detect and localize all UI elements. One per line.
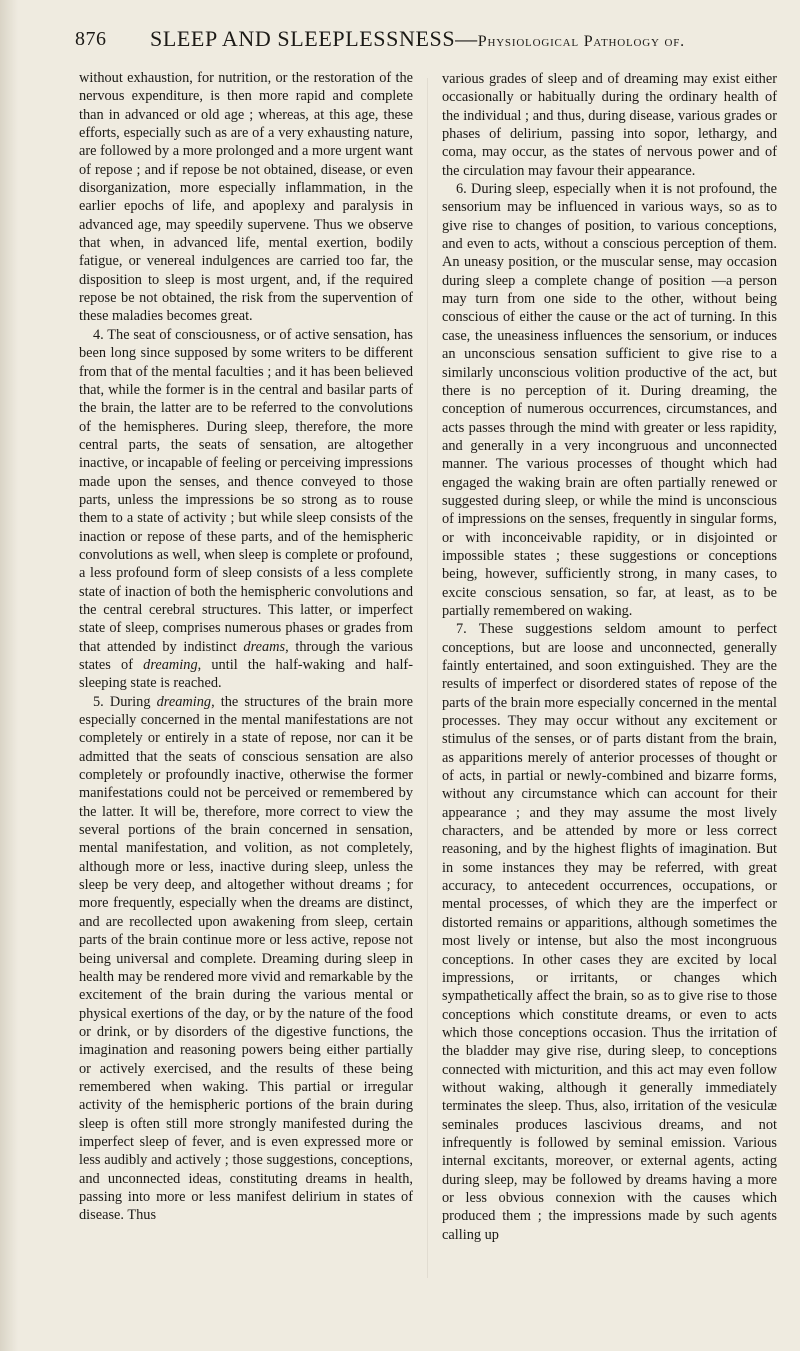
left-column-paragraph: without exhaustion, for nutrition, or the restoration of the nervous expenditure, is then more rapid and complete than in advanced or old age ; whereas, at this age, these efforts, especially such as are of a very exhausting nature, are followed by a more prolonged and a more urgent want of repose ; and if repose be not obtained, disease, or even disorganization, more especially inflammation, in the earlier epochs of life, and apoplexy and paralysis in advanced age, may speedily supervene. Thus we observe that when, in advanced life, mental exertion, bodily fatigue, or venereal indulgences are carried too far, the disposition to sleep is most urgent, and, if the required repose be not obtained, the risk from the supervention of these maladies becomes great. <box>79 70 413 325</box>
running-title-main: SLEEP AND SLEEPLESSNESS— <box>150 26 478 51</box>
running-header <box>75 6 795 50</box>
left-column-paragraph: 4. The seat of consciousness, or of active sensation, has been long since supposed by some writers to be different from that of the mental faculties ; and it has been believed that, while the former is in the central and basilar parts of the brain, the latter are to be referred to the convolutions of the hemispheres. During sleep, therefore, the more central parts, the seats of sensation, are altogether inactive, or incapable of feeling or perceiving impressions made upon the senses, and thence conveyed to those parts, unless the impressions be so strong as to rouse them to a state of activity ; but while sleep consists of the inaction or repose of these parts, and of the hemispheric convolutions as well, when sleep is complete or profound, a less profound form of sleep consists of a less complete state of inaction of both the hemispheric convolutions and the central cerebral structures. This latter, or imperfect state of sleep, comprises numerous phases or grades from that attended by indistinct dreams, through the various states of dreaming, until the half-waking and half-sleeping state is reached. <box>79 326 413 692</box>
left-column <box>79 69 413 1225</box>
left-column-paragraph: 5. During dreaming, the structures of the brain more especially concerned in the mental manifestations are not completely or entirely in a state of repose, nor can it be admitted that the seats of conscious sensation are also completely or profoundly inactive, otherwise the former manifestations could not be perceived or remembered by the latter. It will be, therefore, more correct to view the several portions of the brain concerned in sensation, mental manifestation, and volition, as not completely, although more or less, inactive during sleep, unless the sleep be very deep, and altogether without dreams ; for more frequently, especially when the dreams are distinct, and are recollected upon awakening from sleep, certain parts of the brain continue more or less active, repose not being universal and complete. Dreaming during sleep in health may be rendered more vivid and remarkable by the excitement of the brain during the various mental or physical exertions of the day, or by the nature of the food or drink, or by disorders of the digestive functions, the imagination and reasoning powers being either partially or actively exercised, and the results of these being remembered when waking. This partial or irregular activity of the hemispheric portions of the brain during sleep is often still more strongly manifested during the imperfect sleep of fever, and is even expressed more or less audibly and actively ; those suggestions, conceptions, and unconnected ideas, constituting dreams in health, passing into more or less manifest delirium in states of disease. Thus <box>79 693 413 1224</box>
page-binding-shadow <box>0 0 18 1351</box>
right-column <box>442 70 777 1244</box>
right-column-paragraph: 6. During sleep, especially when it is not profound, the sensorium may be influenced in various ways, so as to give rise to changes of position, to various conceptions, and even to acts, without a conscious perception of them. An uneasy position, or the muscular sense, may occasion during sleep a complete change of position —a person may turn from one side to the other, without being conscious of either the cause or the act of turning. In this case, the uneasiness influences the sensorium, or induces an unconscious sensation sufficient to give rise to a similarly unconscious volition productive of the act, but there is no perception of it. During dreaming, the conception of numerous occurrences, circumstances, and acts passes through the mind with greater or less rapidity, and generally in a very incongruous and unconnected manner. The various processes of thought which had engaged the waking brain are often partially renewed or suggested during sleep, or while the mind is unconscious of impressions on the senses, frequently in singular forms, or with inconceivable rapidity, or in disjointed or impossible states ; these suggestions or conceptions being, however, sufficiently strong, in many cases, to excite conscious sensation, so far, at least, as to be partially remembered on waking. <box>442 181 777 619</box>
column-gutter <box>427 78 428 1278</box>
right-column-paragraph: 7. These suggestions seldom amount to perfect conceptions, but are loose and unconnected, generally faintly entertained, and soon extinguished. They are the results of imperfect or disordered states of repose of the parts of the brain more especially concerned in the mental processes. They may occur without any excitement or stimulus of the senses, or of parts distant from the brain, as apparitions merely of anterior processes of thought or of acts, in partial or newly-combined and bizarre forms, without any circumstance which can account for their appearance ; and they may assume the most lively characters, and be attended by more or less correct reasoning, and by the highest flights of imagination. But in some instances they may be referred, with great accuracy, to antecedent occurrences, occupations, or mental processes, of which they are the imperfect or distorted remains or apparitions, although sometimes the most lively or intense, but also the most incongruous conceptions. In other cases they are excited by local impressions, or irritants, or changes which sympathetically affect the brain, so as to give rise to those conceptions which constitute dreams, or even to acts which those conceptions occasion. Thus the irritation of the bladder may give rise, during sleep, to conceptions connected with micturition, and this act may even follow without waking, although it generally immediately terminates the sleep. Thus, also, irritation of the vesiculæ seminales produces lascivious dreams, and not infrequently is followed by seminal emission. Various internal excitants, moreover, or external agents, acting during sleep, may be followed by dreams having a more or less obvious connexion with the causes which produced them ; the impressions made by such agents calling up <box>442 621 777 1243</box>
right-column-paragraph: various grades of sleep and of dreaming may exist either occasionally or habitually during the ordinary health of the individual ; and thus, during disease, various grades or phases of delirium, passing into sopor, lethargy, and coma, may occur, as the states of nervous power and of the circulation may favour their appearance. <box>442 71 777 179</box>
running-title <box>150 26 685 52</box>
page-number: 876 <box>75 28 107 50</box>
running-title-sub: Physiological Pathology of. <box>477 33 685 50</box>
